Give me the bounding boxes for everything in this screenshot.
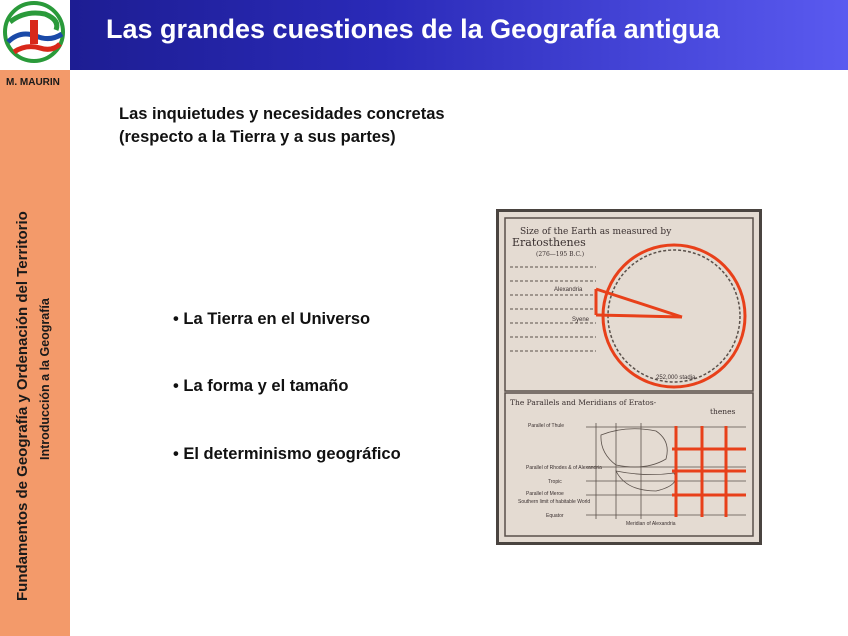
radius-syene xyxy=(596,315,682,317)
eratosthenes-illustration xyxy=(496,209,762,545)
lat-label: Parallel of Thule xyxy=(528,423,565,429)
fig-dates: (276—195 B.C.) xyxy=(536,251,585,258)
logo-icon xyxy=(0,0,70,70)
fig-title-top: Size of the Earth as measured by xyxy=(520,227,672,237)
bullet-shape-size: • La forma y el tamaño xyxy=(173,377,349,395)
lat-label: Parallel of Rhodes & of Alexandria xyxy=(526,465,602,471)
course-title: Fundamentos de Geografía y Ordenación del Territorio xyxy=(14,211,31,601)
sidebar xyxy=(0,70,70,636)
bullet-universe: • La Tierra en el Universo xyxy=(173,310,371,328)
eratosthenes-figure xyxy=(496,209,762,545)
fig-title-bottom: The Parallels and Meridians of Eratos- xyxy=(510,398,657,407)
lat-label: Equator xyxy=(546,513,564,519)
course-subtitle: Introducción a la Geografía xyxy=(38,298,52,460)
fig-name: Eratosthenes xyxy=(512,236,586,249)
intro-text xyxy=(119,103,445,149)
title-bar xyxy=(0,0,848,70)
fig-syene: Syene xyxy=(572,317,590,323)
intro-line-1: Las inquietudes y necesidades concretas xyxy=(119,105,445,123)
fig-alexandria: Alexandria xyxy=(554,287,583,293)
page-title: Las grandes cuestiones de la Geografía antigua xyxy=(106,14,720,44)
bullet-determinism: • El determinismo geográfico xyxy=(173,445,401,463)
lat-label: Southern limit of habitable World xyxy=(518,499,591,505)
lat-label: Tropic xyxy=(548,479,562,485)
intro-line-2: (respecto a la Tierra y a sus partes) xyxy=(119,128,396,146)
meridian-label: Meridian of Alexandria xyxy=(626,521,676,527)
fig-stadia: 252,000 stadia xyxy=(656,375,696,381)
logo xyxy=(0,0,70,70)
lat-label: Parallel of Meroe xyxy=(526,491,564,497)
fig-title-bottom-2: thenes xyxy=(710,407,736,416)
author-label: M. MAURIN xyxy=(6,77,60,88)
